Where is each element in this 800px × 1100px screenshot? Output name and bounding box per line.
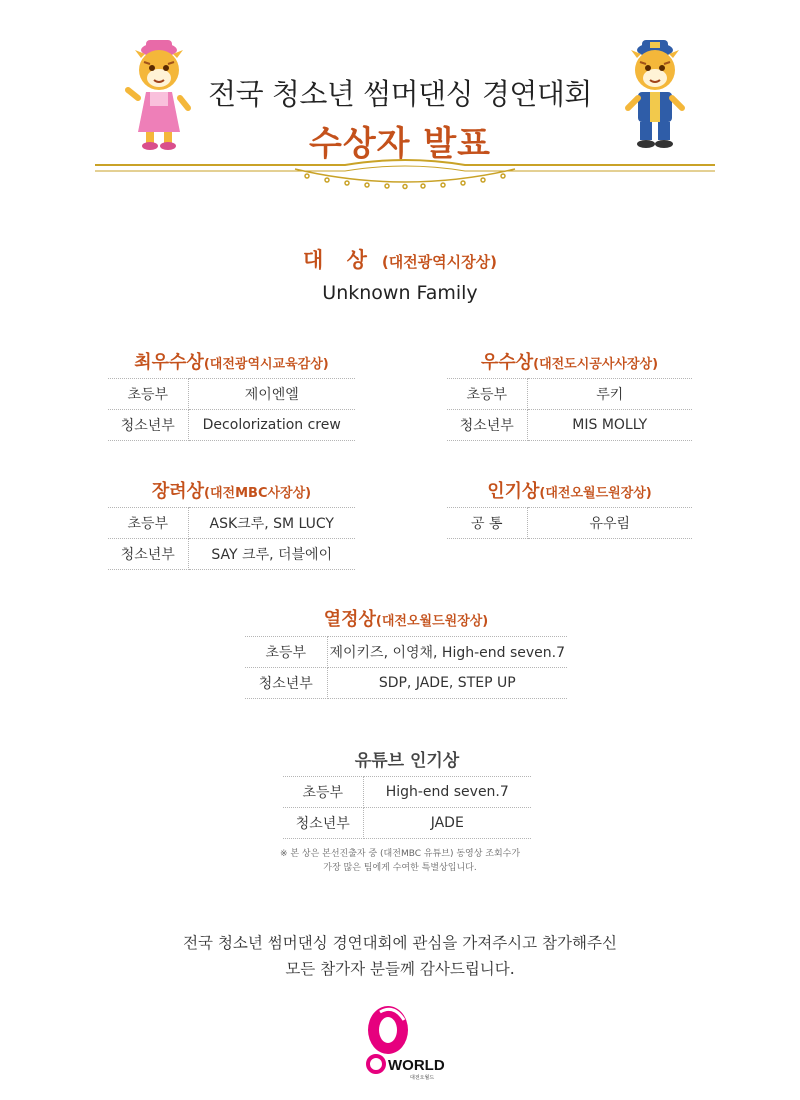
grand-prize-winner: Unknown Family [322, 282, 478, 304]
note-line: ※ 본 상은 본선진출자 중 (대전MBC 유튜브) 동영상 조회수가 [279, 849, 521, 859]
table-row [245, 668, 567, 699]
note-line: 가장 많은 팀에게 수여한 특별상입니다. [323, 863, 477, 873]
category-cell: 청소년부 [108, 539, 188, 570]
category-cell: 청소년부 [447, 410, 527, 441]
winner-cell: 제이키즈, 이영채, High-end seven.7 [327, 637, 567, 668]
category-cell: 청소년부 [245, 668, 327, 699]
table-row [108, 410, 355, 441]
category-cell: 초등부 [283, 777, 363, 808]
award-name: 최우수상 [134, 352, 204, 373]
gold-divider-ornament [95, 155, 715, 195]
award-sponsor: (대전오월드원장상) [375, 614, 489, 629]
category-cell: 청소년부 [108, 410, 188, 441]
award-name: 인기상 [487, 481, 540, 502]
grand-prize-title: 대 상 [302, 248, 375, 272]
award-heading [108, 348, 355, 374]
table-row [447, 410, 692, 441]
table-row [447, 379, 692, 410]
thanks-message [0, 930, 800, 982]
table-row [108, 508, 355, 539]
award-heading [108, 477, 355, 503]
winner-cell: MIS MOLLY [527, 410, 692, 441]
award-sponsor: (대전도시공사사장상) [533, 357, 659, 372]
award-sponsor: (대전오월드원장상) [539, 486, 652, 501]
award-table [447, 378, 692, 441]
winner-cell: JADE [363, 808, 531, 839]
table-row [283, 808, 531, 839]
category-cell: 초등부 [447, 379, 527, 410]
award-heading [245, 605, 567, 631]
page-title: 전국 청소년 썸머댄싱 경연대회 [208, 77, 592, 111]
award-name: 장려상 [151, 481, 205, 502]
page-subtitle: 수상자 발표 [308, 124, 492, 164]
winner-cell: 유우림 [527, 508, 692, 539]
table-row [245, 637, 567, 668]
category-cell: 초등부 [245, 637, 327, 668]
award-heading [447, 477, 692, 503]
winner-cell: SDP, JADE, STEP UP [327, 668, 567, 699]
award-sponsor: (대전광역시교육감상) [203, 357, 329, 372]
thanks-line: 전국 청소년 썸머댄싱 경연대회에 관심을 가져주시고 참가해주신 [183, 934, 617, 952]
award-sponsor: (대전MBC사장상) [204, 486, 312, 501]
table-row [447, 508, 692, 539]
award-table [108, 378, 355, 441]
category-cell: 초등부 [108, 379, 188, 410]
oworld-logo [366, 1004, 462, 1082]
award-table [447, 507, 692, 539]
award-name: 우수상 [480, 352, 534, 373]
award-table [108, 507, 355, 570]
youtube-award-note [0, 847, 800, 875]
winner-cell: SAY 크루, 더블에이 [188, 539, 355, 570]
logo-brand-text: WORLD [388, 1057, 445, 1074]
category-cell: 청소년부 [283, 808, 363, 839]
table-row [108, 539, 355, 570]
award-name: 열정상 [323, 609, 376, 630]
winner-cell: High-end seven.7 [363, 777, 531, 808]
award-heading [283, 746, 531, 771]
winner-cell: 제이엔엘 [188, 379, 355, 410]
winner-cell: ASK크루, SM LUCY [188, 508, 355, 539]
award-name: 유튜브 인기상 [354, 751, 460, 771]
table-row [108, 379, 355, 410]
logo-sub-text: 대전오월드 [410, 1075, 435, 1081]
thanks-line: 모든 참가자 분들께 감사드립니다. [285, 960, 515, 978]
table-row [283, 777, 531, 808]
grand-prize-heading [0, 244, 800, 274]
award-heading [447, 348, 692, 374]
grand-prize-sponsor: (대전광역시장상) [381, 253, 497, 271]
winner-cell: Decolorization crew [188, 410, 355, 441]
award-table [245, 636, 567, 699]
winner-cell: 루키 [527, 379, 692, 410]
category-cell: 초등부 [108, 508, 188, 539]
award-table [283, 776, 531, 839]
category-cell: 공 통 [447, 508, 527, 539]
